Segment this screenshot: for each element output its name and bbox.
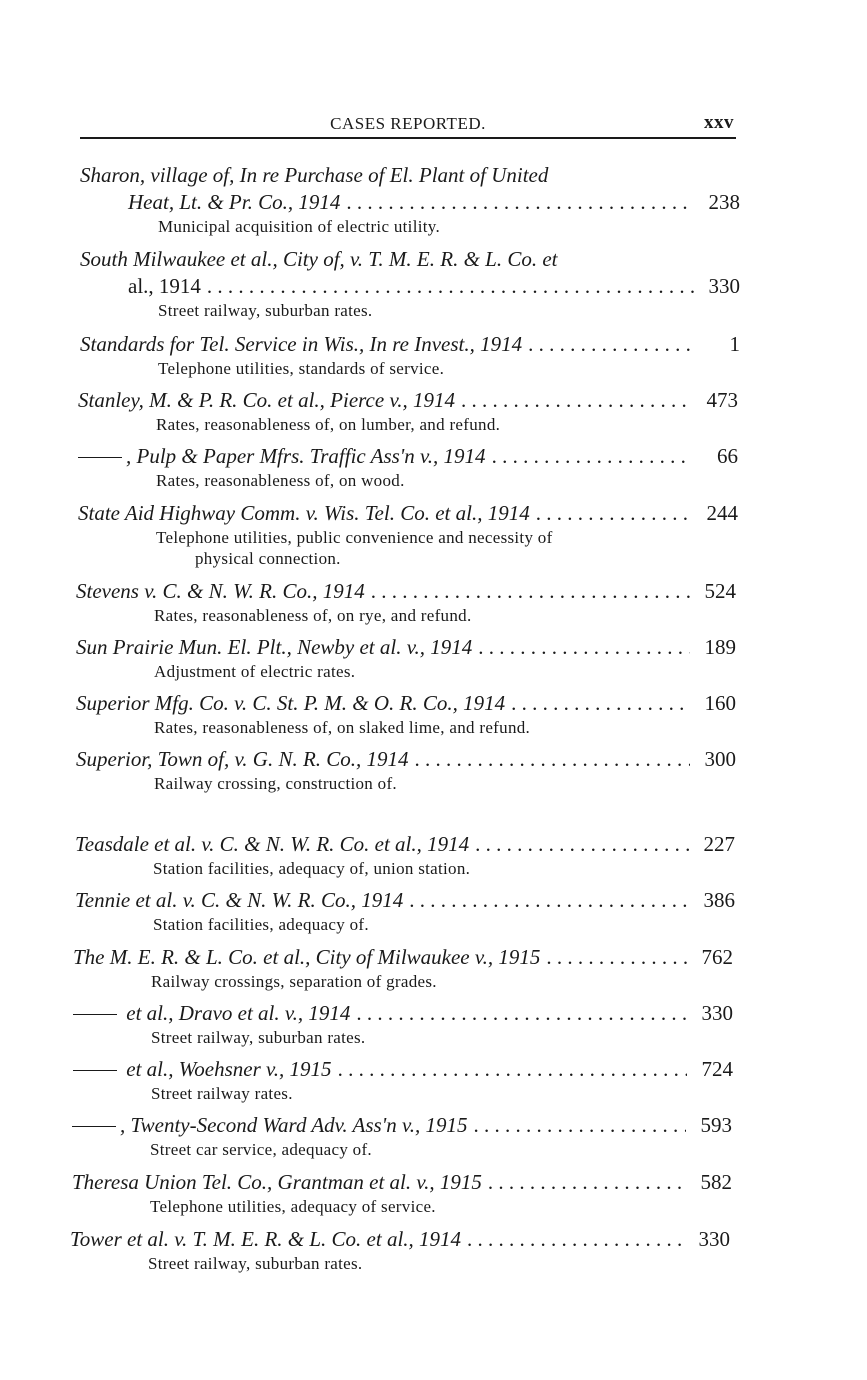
page-number: 227 [703,832,735,856]
dot-leader [473,1112,686,1139]
dot-leader [356,1000,687,1027]
page-number: 724 [701,1057,733,1081]
case-title: Tennie et al. v. C. & N. W. R. Co., 1914 [75,888,404,912]
case-entry [80,246,740,321]
case-subject: Street railway, suburban rates. [151,1028,366,1047]
case-title: Tower et al. v. T. M. E. R. & L. Co. et al., 1914 [70,1227,462,1251]
case-entry [76,746,736,794]
case-entry [75,831,735,879]
case-subject: Telephone utilities, adequacy of service. [150,1197,436,1216]
case-subject: Adjustment of electric rates. [154,662,356,681]
page-number: 238 [708,190,740,214]
running-head: CASES REPORTED. [330,114,486,133]
case-subject: Station facilities, adequacy of. [153,915,369,934]
case-entry [72,1169,732,1217]
dot-leader [338,1056,687,1083]
page-number: 473 [706,388,738,412]
dot-leader [511,690,690,717]
case-title: Theresa Union Tel. Co., Grantman et al. v., 1915 [72,1170,482,1194]
case-subject: Street railway, suburban rates. [148,1254,363,1273]
page-number: 524 [704,579,736,603]
case-entry [72,1112,732,1160]
ditto-dash [78,457,122,458]
case-title-line: Sharon, village of, In re Purchase of El. Plant of United [80,163,549,187]
page-number: 160 [704,691,736,715]
case-title: , Twenty-Second Ward Adv. Ass'n v., 1915 [120,1113,468,1137]
dot-leader [346,189,694,216]
case-entry [78,443,738,491]
dot-leader [488,1169,686,1196]
case-title: et al., Woehsner v., 1915 [121,1057,332,1081]
page-number: 330 [698,1227,730,1251]
page-number: 300 [704,747,736,771]
case-subject: Municipal acquisition of electric utility. [158,217,441,236]
case-entry [80,162,740,237]
dot-leader [478,634,690,661]
case-entry [73,944,733,992]
page-number: 66 [717,444,738,468]
case-subject: Telephone utilities, standards of service. [158,359,445,378]
case-subject: Station facilities, adequacy of, union station. [153,859,471,878]
dot-leader [546,944,687,971]
case-subject: Telephone utilities, public convenience and necessity of [156,528,553,547]
case-title: Teasdale et al. v. C. & N. W. R. Co. et al., 1914 [75,832,470,856]
case-title: Superior Mfg. Co. v. C. St. P. M. & O. R. Co., 1914 [76,691,506,715]
ditto-dash [73,1070,117,1071]
case-title: Superior, Town of, v. G. N. R. Co., 1914 [76,747,409,771]
page-number: 593 [700,1113,732,1137]
case-entry [70,1226,730,1274]
case-subject: Street railway, suburban rates. [158,301,373,320]
case-entry [73,1056,733,1104]
case-entry [75,887,735,935]
case-entry [76,690,736,738]
case-subject: Railway crossings, separation of grades. [151,972,437,991]
dot-leader [461,387,692,414]
case-subject: Street car service, adequacy of. [150,1140,372,1159]
case-title: Stevens v. C. & N. W. R. Co., 1914 [76,579,365,603]
case-title: Sun Prairie Mun. El. Plt., Newby et al. v., 1914 [76,635,473,659]
dot-leader [528,331,694,358]
page-number: 386 [703,888,735,912]
case-entry [80,331,740,379]
dot-leader [371,578,690,605]
page-number: 244 [706,501,738,525]
ditto-dash [73,1014,117,1015]
case-title: The M. E. R. & L. Co. et al., City of Milwaukee v., 1915 [73,945,541,969]
dot-leader [409,887,689,914]
case-subject: Railway crossing, construction of. [154,774,397,793]
case-entry [76,634,736,682]
case-subject: Rates, reasonableness of, on lumber, and refund. [156,415,501,434]
case-title: Standards for Tel. Service in Wis., In re Invest., 1914 [80,332,523,356]
case-title: et al., Dravo et al. v., 1914 [121,1001,351,1025]
case-title-continuation: al., 1914 [128,274,201,298]
case-subject: Street railway rates. [151,1084,293,1103]
case-entry [78,500,738,569]
page-number: 582 [700,1170,732,1194]
case-title: , Pulp & Paper Mfrs. Traffic Ass'n v., 1914 [126,444,486,468]
dot-leader [415,746,690,773]
page-number: 762 [701,945,733,969]
page-number: 189 [704,635,736,659]
case-subject: Rates, reasonableness of, on rye, and refund. [154,606,472,625]
header-rule [80,137,736,139]
case-subject: Rates, reasonableness of, on slaked lime, and refund. [154,718,531,737]
case-entry [76,578,736,626]
case-title-line: South Milwaukee et al., City of, v. T. M. E. R. & L. Co. et [80,247,558,271]
case-title: State Aid Highway Comm. v. Wis. Tel. Co. et al., 1914 [78,501,530,525]
page-number: 330 [708,274,740,298]
dot-leader [467,1226,684,1253]
case-subject-continuation: physical connection. [195,549,341,568]
dot-leader [536,500,692,527]
case-title: Stanley, M. & P. R. Co. et al., Pierce v., 1914 [78,388,455,412]
page-header [80,114,736,138]
dot-leader [475,831,689,858]
dot-leader [492,443,692,470]
case-title-continuation: Heat, Lt. & Pr. Co., 1914 [128,190,341,214]
dot-leader [207,273,694,300]
case-subject: Rates, reasonableness of, on wood. [156,471,405,490]
page-number: 330 [701,1001,733,1025]
page-number: 1 [729,332,740,356]
case-entry [78,387,738,435]
page-folio: xxv [704,112,734,133]
case-entry [73,1000,733,1048]
ditto-dash [72,1126,116,1127]
